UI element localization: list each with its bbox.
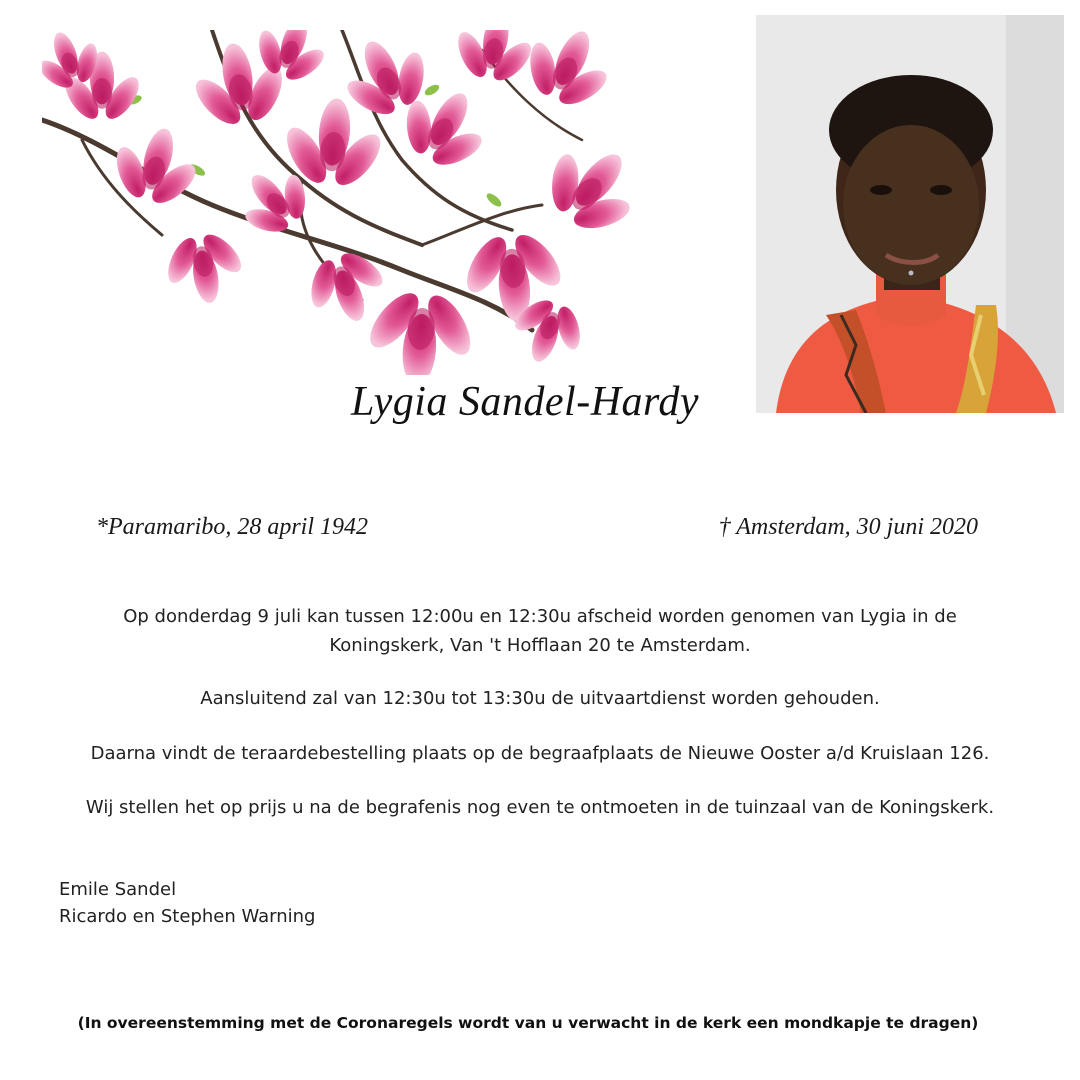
paragraph-service xyxy=(40,684,1040,713)
paragraph-line: Daarna vindt de teraardebestelling plaats op de begraafplaats de Nieuwe Ooster a/d Kruislaan 126. xyxy=(90,743,990,764)
corona-rules-note: (In overeenstemming met de Coronaregels wordt van u verwacht in de kerk een mondkapje te dragen) xyxy=(77,1014,979,1032)
portrait-photo xyxy=(756,15,1064,413)
paragraph-reception xyxy=(40,793,1040,822)
death-place-date: † Amsterdam, 30 juni 2020 xyxy=(718,514,978,540)
signer-name: Emile Sandel xyxy=(59,879,177,900)
paragraph-farewell xyxy=(40,602,1040,660)
birth-place-date: *Paramaribo, 28 april 1942 xyxy=(96,514,369,540)
paragraph-line: Koningskerk, Van 't Hofflaan 20 te Amsterdam. xyxy=(329,635,751,656)
paragraph-burial xyxy=(40,739,1040,768)
magnolia-blossom-image xyxy=(42,30,642,375)
paragraph-line: Wij stellen het op prijs u na de begrafenis nog even te ontmoeten in de tuinzaal van de Koningskerk. xyxy=(85,797,995,818)
signer-name: Ricardo en Stephen Warning xyxy=(59,906,316,927)
portrait-illustration xyxy=(756,15,1064,413)
paragraph-line: Op donderdag 9 juli kan tussen 12:00u en 12:30u afscheid worden genomen van Lygia in de xyxy=(123,606,957,627)
signers-list xyxy=(59,876,315,930)
paragraph-line: Aansluitend zal van 12:30u tot 13:30u de uitvaartdienst worden gehouden. xyxy=(200,688,880,709)
deceased-name: Lygia Sandel-Hardy xyxy=(351,379,699,425)
